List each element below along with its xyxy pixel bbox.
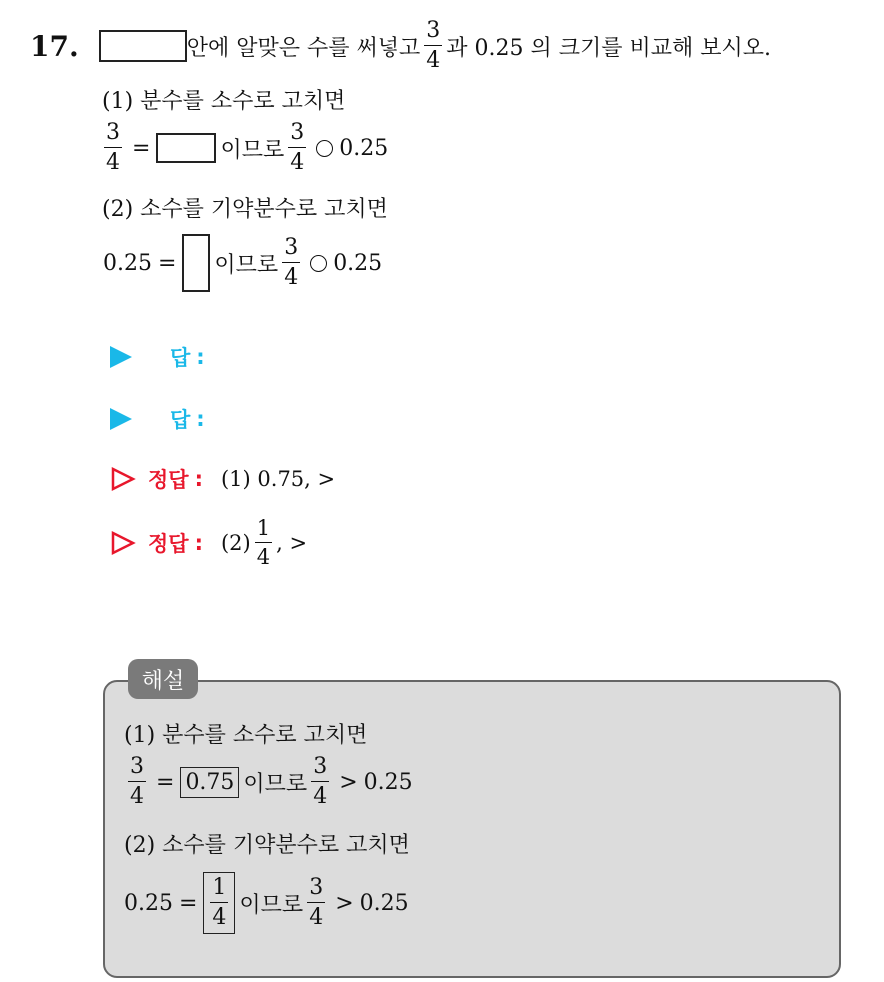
fraction-lhs: $\frac{3}{4}$ xyxy=(106,120,120,175)
comparison-circle[interactable] xyxy=(310,255,327,272)
fraction-compare: $\frac{3}{4}$ xyxy=(284,235,299,290)
explanation-part1-equation: $\frac{3}{4}$ = 0.75 이므로 $\frac{3}{4}$ > 0.25 xyxy=(130,754,413,809)
part1-equation xyxy=(100,122,388,174)
part2-answer-blank[interactable] xyxy=(182,234,210,292)
question-number: 17. xyxy=(30,29,79,63)
greater-than-sign: > xyxy=(335,890,354,916)
correct-answer-1-value: (1) 0.75, > xyxy=(220,467,336,491)
explanation-boxed-answer-1: 0.75 xyxy=(180,767,239,798)
correct-answer-2-fraction: $\frac{1}{4}$ xyxy=(256,516,271,569)
answer-row-1: 답 : xyxy=(110,342,205,372)
answer-label: 답 xyxy=(170,408,191,432)
correct-answer-2-suffix: , > xyxy=(276,531,308,555)
fraction-compare: $\frac{3}{4}$ xyxy=(309,875,324,930)
correct-answer-row-1: 정답 : (1) 0.75, > xyxy=(110,464,335,494)
comparison-circle[interactable] xyxy=(316,140,333,157)
greater-than-sign: > xyxy=(339,769,358,795)
decimal-value: 0.25 xyxy=(339,135,389,161)
fraction-compare: $\frac{3}{4}$ xyxy=(290,120,305,175)
explanation-tab: 해설 xyxy=(128,659,198,699)
part1-answer-blank[interactable] xyxy=(156,133,216,163)
decimal-value: 0.25 xyxy=(333,250,383,276)
explanation-boxed-answer-2: $\frac{1}{4}$ xyxy=(203,872,235,934)
equals-sign: = xyxy=(157,250,177,276)
fraction-compare: $\frac{3}{4}$ xyxy=(313,754,328,809)
connector-text: 이므로 xyxy=(220,137,285,163)
answer-blank-box[interactable] xyxy=(99,30,187,62)
part1-heading: (1) 분수를 소수로 고치면 xyxy=(102,89,346,114)
instruction-text-2: 과 0.25 의 크기를 비교해 보시오. xyxy=(446,35,771,61)
correct-answer-2-prefix: (2) xyxy=(220,531,251,555)
instruction-text-1: 안에 알맞은 수를 써넣고 xyxy=(186,35,421,61)
correct-answer-label: 정답 xyxy=(148,468,189,492)
correct-answer-row-2: 정답 : (2) $\frac{1}{4}$ , > xyxy=(110,518,307,568)
explanation-part2-heading: (2) 소수를 기약분수로 고치면 xyxy=(124,833,410,858)
play-arrow-icon xyxy=(110,408,132,430)
answer-label: 답 xyxy=(170,346,191,370)
question-line xyxy=(30,20,771,72)
answer-row-2: 답 : xyxy=(110,404,205,434)
play-arrow-icon xyxy=(110,346,132,368)
explanation-part1-heading: (1) 분수를 소수로 고치면 xyxy=(124,723,368,748)
outline-arrow-icon xyxy=(110,530,136,556)
explanation-part2-equation: 0.25 = $\frac{1}{4}$ 이므로 $\frac{3}{4}$ > 0.25 xyxy=(124,872,409,934)
connector-text: 이므로 xyxy=(214,252,279,278)
outline-arrow-icon xyxy=(110,466,136,492)
lhs-decimal: 0.25 xyxy=(103,250,152,276)
fraction-lhs: $\frac{3}{4}$ xyxy=(130,754,144,809)
correct-answer-label: 정답 xyxy=(148,532,189,556)
part2-heading: (2) 소수를 기약분수로 고치면 xyxy=(102,197,388,222)
fraction-three-quarters: $\frac{3}{4}$ xyxy=(426,18,441,73)
part2-equation xyxy=(103,234,382,292)
equals-sign: = xyxy=(132,135,151,161)
